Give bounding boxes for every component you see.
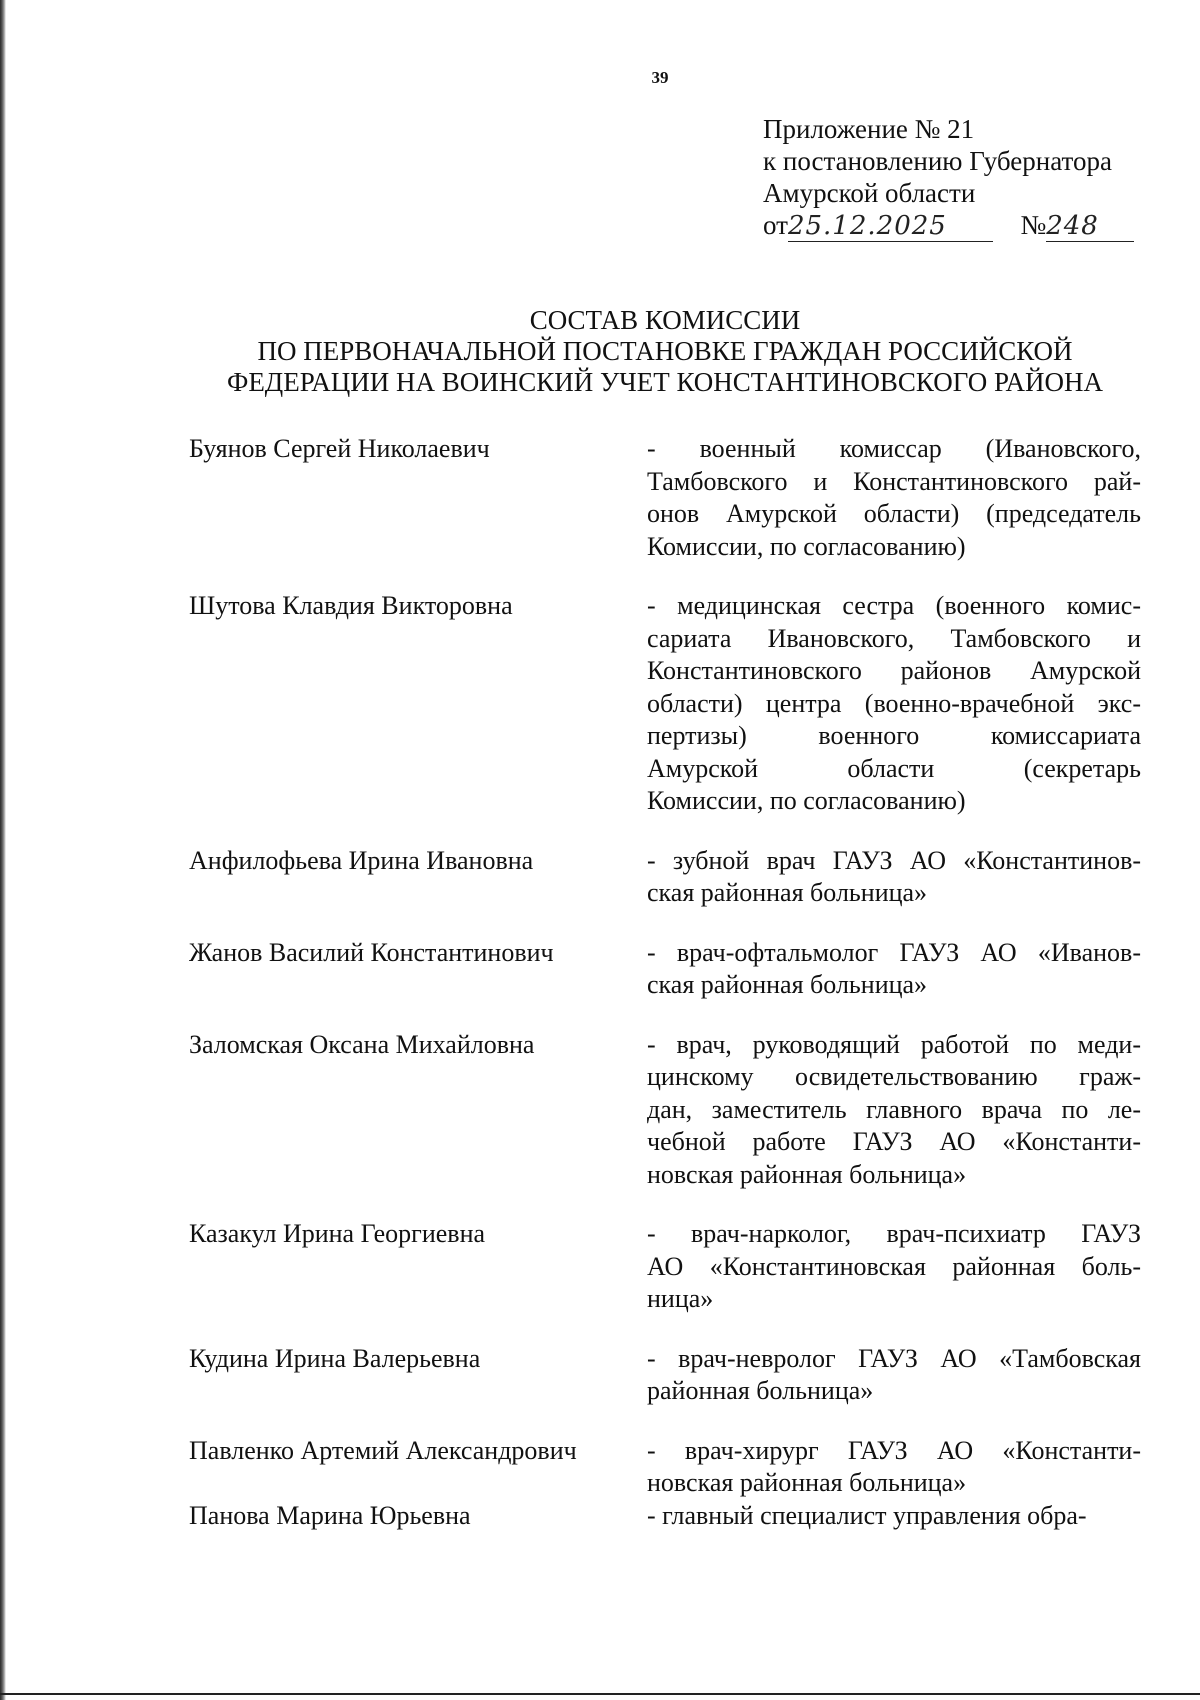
member-name: Павленко Артемий Александрович [189,1435,577,1465]
member-name: Жанов Василий Константинович [189,937,554,967]
member-role [647,1029,1141,1192]
role-line: сариата Ивановского, Тамбовского и [647,623,1141,653]
scan-edge-bottom [0,1693,1200,1695]
role-line: новская районная больница» [647,1468,967,1497]
role-line: Комиссии, по согласованию) [647,531,966,561]
page-number: 39 [651,68,669,87]
role-line: ская районная больница» [647,878,928,907]
member-name: Заломская Оксана Михайловна [189,1029,535,1059]
role-line: онов Амурской области) (председатель [647,499,1141,528]
role-line: - врач-невролог ГАУЗ АО «Тамбовская [647,1343,1141,1373]
role-line: - врач-хирург ГАУЗ АО «Константи- [647,1435,1141,1465]
role-line: Комиссии, по согласованию) [647,786,966,815]
role-line: пертизы) военного комиссариата [647,721,1141,750]
role-line: новская районная больница» [647,1159,967,1189]
role-line: - медицинская сестра (военного комис- [647,591,1141,620]
title-line-3: ФЕДЕРАЦИИ НА ВОИНСКИЙ УЧЕТ КОНСТАНТИНОВСКОГО РАЙОНА [226,367,1104,397]
member-row [189,590,1141,818]
member-role [647,937,1141,1002]
role-line: дан, заместитель главного врача по ле- [647,1094,1141,1124]
member-name: Казакул Ирина Георгиевна [189,1219,486,1248]
member-role [647,1500,1141,1533]
role-line: - врач-нарколог, врач-психиатр ГАУЗ [647,1219,1141,1248]
role-line: - главный специалист управления обра- [647,1500,1087,1530]
role-line: - врач-офтальмолог ГАУЗ АО «Иванов- [647,937,1141,967]
member-row [189,1435,1141,1500]
member-row [189,845,1141,910]
role-line: цинскому освидетельствованию граж- [647,1062,1141,1091]
member-row [189,937,1141,1002]
member-row [189,1343,1141,1408]
member-name: Кудина Ирина Валерьевна [189,1343,481,1373]
member-row [189,433,1141,563]
role-line: области) центра (военно-врачебной экс- [647,688,1141,718]
role-line: чебной работе ГАУЗ АО «Константи- [647,1127,1141,1156]
role-line: Тамбовского и Константиновского рай- [647,466,1141,496]
role-line: Амурской области (секретарь [647,753,1141,783]
appendix-line-2: к постановлению Губернатора [763,146,1112,176]
number-prefix: № [1020,210,1047,240]
role-line: ница» [647,1284,714,1313]
role-line: районная больница» [647,1376,874,1405]
document-title [0,305,1200,398]
member-name: Буянов Сергей Николаевич [189,434,490,463]
member-row [189,1029,1141,1192]
member-name: Шутова Клавдия Викторовна [189,591,513,620]
handwritten-date: 25.12.2025 [788,211,993,242]
member-row [189,1500,1141,1533]
title-line-2: ПО ПЕРВОНАЧАЛЬНОЙ ПОСТАНОВКЕ ГРАЖДАН РОССИЙСКОЙ [257,336,1073,366]
title-line-1: СОСТАВ КОМИССИИ [529,305,801,335]
member-row [189,1218,1141,1316]
member-name: Панова Марина Юрьевна [189,1500,471,1530]
member-role [647,1343,1141,1408]
role-line: ская районная больница» [647,970,928,999]
date-prefix: от [763,210,788,240]
member-name: Анфилофьева Ирина Ивановна [189,845,534,875]
scan-edge [0,0,6,1700]
appendix-line-1: Приложение № 21 [763,114,975,144]
role-line: - военный комиссар (Ивановского, [647,434,1141,463]
role-line: АО «Константиновская районная боль- [647,1251,1141,1281]
appendix-header [763,113,1134,242]
handwritten-number: 248 [1046,211,1134,242]
member-role [647,845,1141,910]
appendix-date-number-line [763,209,1134,242]
role-line: Константиновского районов Амурской [647,656,1141,685]
member-role [647,1218,1141,1316]
member-role [647,1435,1141,1500]
role-line: - зубной врач ГАУЗ АО «Константинов- [647,845,1141,875]
member-role [647,433,1141,563]
commission-members-list [189,433,1141,1559]
appendix-line-3: Амурской области [763,178,976,208]
member-role [647,590,1141,818]
role-line: - врач, руководящий работой по меди- [647,1029,1141,1059]
